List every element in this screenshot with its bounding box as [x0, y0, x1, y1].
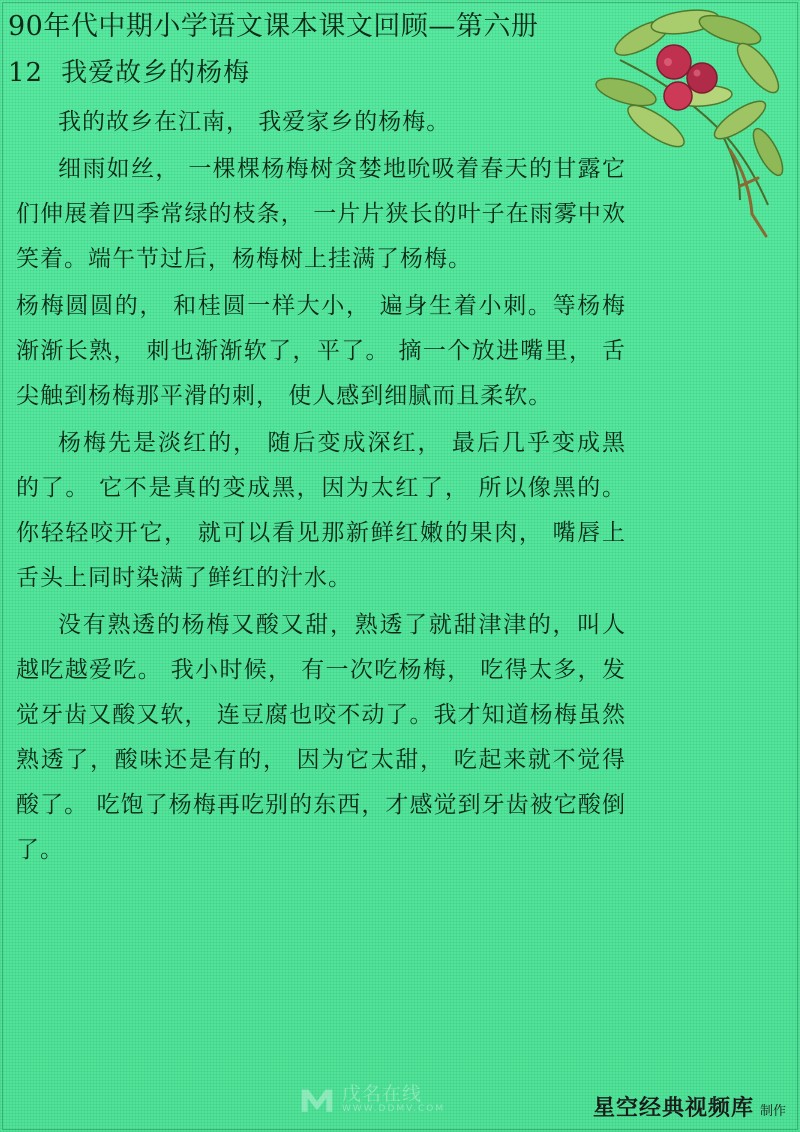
paragraph: 我的故乡在江南， 我爱家乡的杨梅。	[58, 109, 451, 135]
paragraph: 细雨如丝， 一棵棵杨梅树贪婪地吮吸着春天的甘露它们伸展着四季常绿的枝条， 一片片狭长的叶子在雨雾中欢笑着。端午节过后，杨梅树上挂满了杨梅。	[16, 156, 626, 272]
lesson-title: 我爱故乡的杨梅	[61, 58, 251, 88]
lesson-heading	[8, 56, 250, 90]
paragraph: 没有熟透的杨梅又酸又甜，熟透了就甜津津的，叫人越吃越爱吃。 我小时候， 有一次吃杨梅， 吃得太多，发觉牙齿又酸又软， 连豆腐也咬不动了。我才知道杨梅虽然熟透了，酸味还是有的， 因为它太甜， 吃起来就不觉得酸了。 吃饱了杨梅再吃别的东西，才感觉到牙齿被它酸倒了。	[16, 612, 626, 863]
watermark-logo-icon	[300, 1084, 334, 1114]
paragraph: 杨梅圆圆的， 和桂圆一样大小， 遍身生着小刺。等杨梅渐渐长熟， 刺也渐渐软了，平了。 摘一个放进嘴里， 舌尖触到杨梅那平滑的刺， 使人感到细腻而且柔软。	[16, 293, 626, 409]
paragraph: 杨梅先是淡红的， 随后变成深红， 最后几乎变成黑的了。 它不是真的变成黑，因为太红了， 所以像黑的。 你轻轻咬开它， 就可以看见那新鲜红嫩的果肉， 嘴唇上舌头上同时染满了鲜红的汁水。	[16, 430, 635, 591]
watermark-left-name: 戊名在线	[342, 1083, 423, 1105]
lesson-body	[16, 100, 635, 875]
watermark-right-main: 星空经典视频库	[592, 1095, 754, 1121]
page-title: 90年代中期小学语文课本课文回顾—第六册	[8, 11, 539, 42]
lesson-number: 12	[8, 58, 44, 88]
watermark-right-suffix: 制作	[759, 1104, 786, 1119]
watermark-left-url: WWW.DDMV.COM	[342, 1104, 446, 1114]
watermark-right	[593, 1091, 786, 1122]
watermark-left	[300, 1084, 445, 1114]
